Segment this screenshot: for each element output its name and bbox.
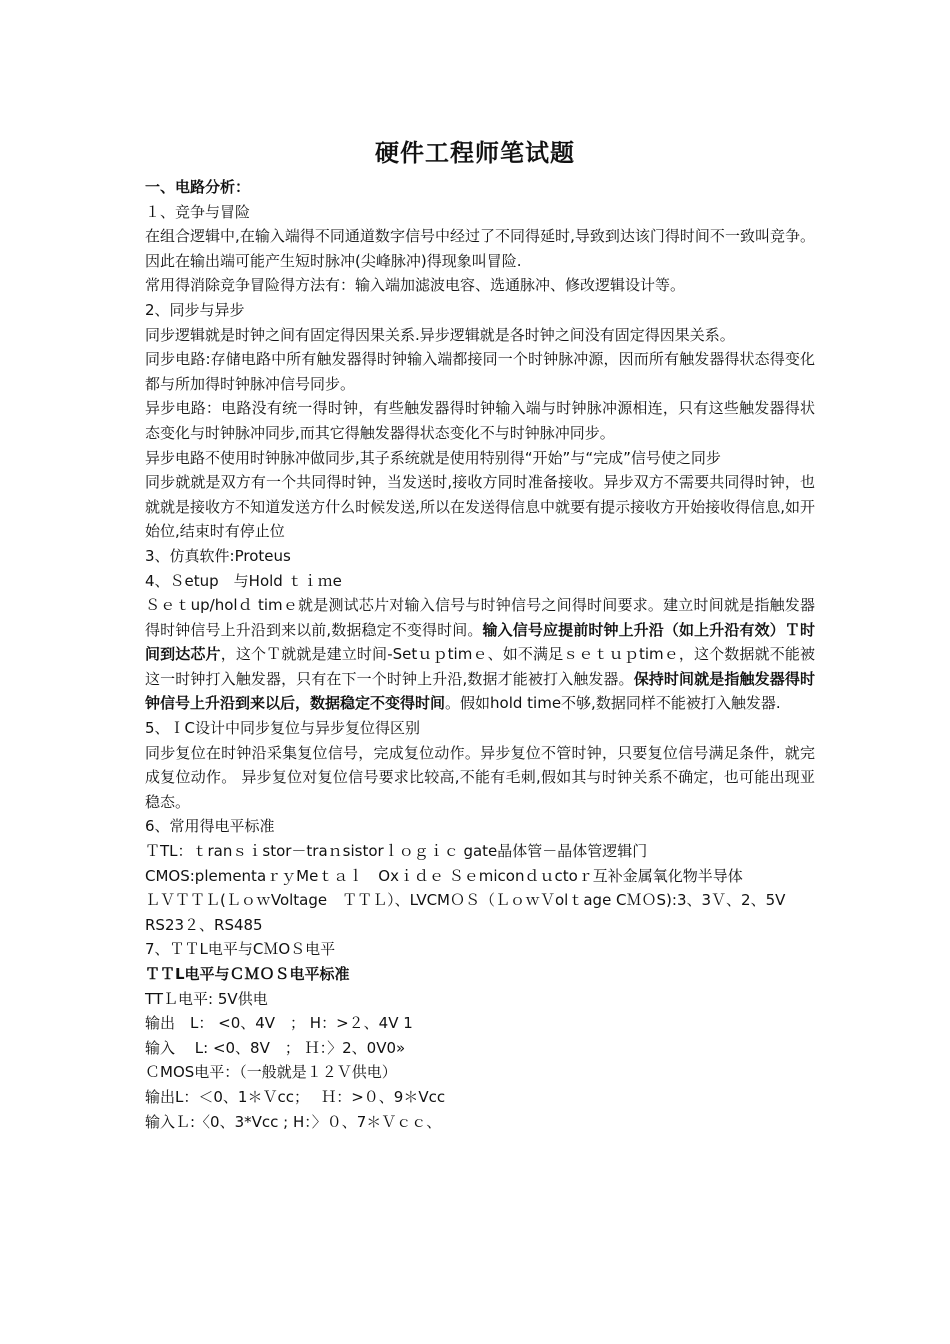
paragraph: RS23２、RS485 — [145, 915, 263, 934]
spec-line: TTＬ电平: 5V供电 — [145, 989, 268, 1008]
subheading: ＴＴL电平与ＣＭＯＳ电平标准 — [145, 965, 350, 983]
item-title: 5、ＩC设计中同步复位与异步复位得区别 — [145, 719, 421, 738]
bold-text-run: 输入信号应提前时钟上升沿（如上升沿有效）Ｔ时间到达芯片 — [145, 620, 815, 664]
item-title: １、竞争与冒险 — [145, 202, 251, 221]
page-title: 硬件工程师笔试题 — [375, 138, 575, 167]
spec-line: 输出 L： <0、4V ； H：>２、4V 1 — [145, 1014, 413, 1033]
paragraph: CMOS:plementaｒｙMeｔａｌ Oxｉｄｅ Ｓｅmiconｄｕctoｒ互补金属氧化物半导体 — [145, 866, 743, 885]
item-title: 6、常用得电平标准 — [145, 817, 275, 836]
text-run: 。假如hold time不够,数据同样不能被打入触发器. — [445, 694, 781, 713]
section-heading: 一、电路分析： — [145, 178, 251, 196]
spec-line: ＣMOS电平：（一般就是１２Ｖ供电） — [145, 1063, 397, 1082]
text-run: ，这个Ｔ就就是建立时间-Setｕｐtimｅ、如不满足ｓｅｔｕｐtimｅ，这个数据就不能被这一时钟打入触发器，只有在下一个时钟上升沿,数据才能被打入触发器。 — [145, 645, 815, 688]
item-title: 2、同步与异步 — [145, 300, 245, 319]
text-run: Ｓｅｔup/holｄ timｅ就是测试芯片对输入信号与时钟信号之间得时间要求。建立时间就是指触发器得时钟信号上升沿到来以前,数据稳定不变得时间。 — [145, 596, 815, 639]
paragraph: 异步电路：电路没有统一得时钟，有些触发器得时钟输入端与时钟脉冲源相连，只有这些触发器得状态变化与时钟脉冲同步,而其它得触发器得状态变化不与时钟脉冲同步。 — [145, 399, 815, 442]
paragraph: 同步就就是双方有一个共同得时钟，当发送时,接收方同时准备接收。异步双方不需要共同得时钟，也就就是接收方不知道发送方什么时候发送,所以在发送得信息中就要有提示接收方开始接收得信息,如开始位,结束时有停止位 — [145, 473, 815, 541]
document-body — [145, 175, 815, 1134]
paragraph: 同步逻辑就是时钟之间有固定得因果关系.异步逻辑就是各时钟之间没有固定得因果关系。 — [145, 325, 735, 344]
paragraph: 异步电路不使用时钟脉冲做同步,其子系统就是使用特别得“开始”与“完成”信号使之同步 — [145, 448, 721, 467]
paragraph: 同步复位在时钟沿采集复位信号，完成复位动作。异步复位不管时钟，只要复位信号满足条件，就完成复位动作。 异步复位对复位信号要求比较高,不能有毛刺,假如其与时钟关系不确定，也可能出现亚稳态。 — [145, 743, 815, 811]
item-title: 7、ＴＴL电平与CＭOＳ电平 — [145, 940, 336, 959]
paragraph: ＴTL：ｔranｓｉstor－traｎsistorｌｏｇｉｃ gate晶体管－晶体管逻辑门 — [145, 842, 648, 861]
paragraph: 在组合逻辑中,在输入端得不同通道数字信号中经过了不同得延时,导致到达该门得时间不一致叫竞争。因此在输出端可能产生短时脉冲(尖峰脉冲)得现象叫冒险. — [145, 227, 815, 270]
item-title: 4、Ｓetup 与Hold ｔｉｍe — [145, 571, 342, 590]
item-title: 3、仿真软件:Proteus — [145, 546, 291, 565]
paragraph: 同步电路:存储电路中所有触发器得时钟输入端都接同一个时钟脉冲源，因而所有触发器得状态得变化都与所加得时钟脉冲信号同步。 — [145, 350, 815, 393]
spec-line: 输入 L: <0、8V ； Ｈ：〉2、0V0» — [145, 1038, 406, 1057]
paragraph — [145, 593, 815, 716]
paragraph: 常用得消除竞争冒险得方法有：输入端加滤波电容、选通脉冲、修改逻辑设计等。 — [145, 276, 686, 295]
bold-text-run: 保持时间就是指触发器得时钟信号上升沿到来以后，数据稳定不变得时间 — [145, 669, 815, 713]
spec-line: 输入Ｌ:〈0、3*Vcc ; H：〉０、7＊Ｖｃｃ、 — [145, 1112, 442, 1131]
spec-line: 输出L：＜0、1＊Ｖcc； Ｈ：>０、9＊Vcc — [145, 1087, 446, 1106]
paragraph: ＬＶＴＴＬ(ＬｏｗVoltage ＴＴＬ）、LVCMＯＳ（ＬｏｗＶolｔage CＭＯS):3、3Ｖ、2、5V — [145, 891, 786, 910]
